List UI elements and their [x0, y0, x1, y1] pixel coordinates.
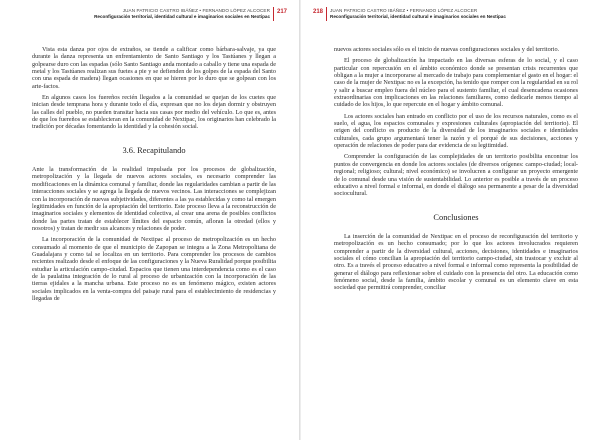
- section-heading-recapitulando: 3.6. Recapitulando: [122, 145, 186, 155]
- right-body-text: [334, 46, 578, 296]
- left-page-number: 217: [276, 9, 287, 15]
- left-header-title: Reconfiguración territorial, identidad cultural e imaginarios sociales en Nextipac: [94, 14, 270, 19]
- left-header-authors: JUAN PATRICIO CASTRO IBÁÑEZ • FERNANDO LÓPEZ ALCOCER: [122, 8, 270, 13]
- right-paragraph-3: Los actores sociales han entrado en conflicto por el uso de los recursos naturales, como es el suelo, el agua, los espacios comunales y expresiones culturales (apropiación del territorio). El origen del conflicto es producto de la diversidad de los imaginarios sociales e identidades culturales, cada grupo argumentará tener la razón y el porqué de sus decisiones, acciones y operación de relaciones de poder para dar evidencia de su legitimidad.: [334, 112, 578, 150]
- right-paragraph-4: Comprender la configuración de las complejidades de un territorio posibilita encontrar los puntos de convergencia en donde los actores sociales (de diversos orígenes: campo-ciudad; local-regional; religioso; cultural; nivel económico) se involucren a configurar un proyecto emergente de lo comunal desde una visión de sustentabilidad. Lo anterior es posible a través de un proceso educativo a nivel formal e informal, en donde el diálogo sea permanente a pesar de la diversidad sociocultural.: [334, 153, 578, 198]
- right-header-authors: JUAN PATRICIO CASTRO IBÁÑEZ • FERNANDO LÓPEZ ALCOCER: [330, 8, 478, 13]
- right-page-number: 218: [313, 9, 324, 15]
- left-header-rule: [273, 7, 274, 21]
- left-body-text: [32, 46, 276, 306]
- left-running-header: [94, 8, 270, 20]
- left-paragraph-3: Ante la transformación de la realidad impulsada por los procesos de globalización, metropolización y la llegada de nuevos actores sociales, es necesario comprender las modificaciones en la dinámica comunal y familiar, donde las regularidades cambian a partir de las interacciones sociales y se agrega la llegada de nuevos vecinos. Las interacciones se complejizan con la incorporación de nuevas subjetividades, diferentes a las ya establecidas y como tal emergen legitimidades en función de la apropiación del territorio. Este proceso lleva a la reconstrucción de imaginarios sociales y elementos de identidad colectiva, al crear una arena de posibles conflictos donde las partes tratan de establecer límites del espacio común, afloran la otredad (ellos y nosotros) y tratan de medir sus alcances y relaciones de poder.: [32, 166, 276, 232]
- right-paragraph-2: El proceso de globalización ha impactado en las diversas esferas de lo social, y el caso particular con repercusión en el ámbito económico donde se presentan crisis recurrentes que obligan a la mujer a incorporarse al mercado de trabajo para complementar el gasto en el hogar: el caso de la mujer de Nextipac no es la excepción, ha tenido que romper con la regularidad en su rol y salir a buscar empleo fuera del núcleo para el sustento familiar, el cual desencadena ocasiones extraordinarias con implicaciones en las relaciones familiares, como dedicarle menos tiempo al cuidado de los hijos, lo que repercute en el hogar y ámbito comunal.: [334, 57, 578, 109]
- right-header-title: Reconfiguración territorial, identidad cultural e imaginarios sociales en Nextipac: [330, 14, 506, 19]
- right-paragraph-1: nuevos actores sociales sólo es el inicio de nuevas configuraciones sociales y del territorio.: [334, 46, 560, 53]
- right-running-header: [330, 8, 506, 20]
- right-header-rule: [326, 7, 327, 21]
- left-paragraph-1: Vista esta danza por ojos de extraños, se tiende a calificar como bárbara-salvaje, ya que durante la danza representa un enfrentamiento de Santo Santiago y los Tastúanes y llegan a golpearse duro con las espadas (sólo Santo Santiago anda montado a caballo y tiene una espada de metal y los Tastúanes realizan sus fuetes a pie y se defienden de los golpes de la espada del Santo con una espada de madera) llegan ocasiones en que se hieren por lo duro que se golpean con los arte-factos.: [32, 46, 276, 90]
- left-paragraph-2: En algunos casos los fuereños recién llegados a la comunidad se quejan de los cuetes que inician desde temprana hora y durante todo el día, expresan que no los dejan dormir y obstruyen las calles del pueblo, no pueden transitar hacia sus casas por medio del vehículo. Lo que es, antes de que los fuereños se establecieran en la comunidad de Nextipac, los originarios han celebrado la tradición por décadas fomentando la identidad y la cohesión social.: [32, 94, 276, 131]
- left-paragraph-4: La incorporación de la comunidad de Nextipac al proceso de metropolización es un hecho consumado al momento de que el municipio de Zapopan se integra a la Zona Metropolitana de Guadalajara y como tal se localiza en un territorio. Para comprender los procesos de cambios recientes realizado desde el enfoque de las configuraciones y la Nueva Ruralidad porque posibilita estudiar la articulación campo-ciudad. Espacios que tienen una interdependencia como es el caso de la paulatina integración de lo rural al proceso de urbanización con la incorporación de las tierras ejidales a la mancha urbana. Este proceso no es un fenómeno mágico, existen actores sociales implicados en la venta-compra del paisaje rural para el establecimiento de residencias y llegadas de: [32, 236, 276, 302]
- section-heading-conclusiones: Conclusiones: [433, 212, 479, 222]
- right-paragraph-5: La inserción de la comunidad de Nextipac en el proceso de reconfiguración del territorio y metropolización es un hecho consumado; por lo que los actores involucrados requieren comprender a partir de la diversidad cultural, acciones, decisiones, identidades e imaginarios sociales el cómo concilian la apropiación del territorio campo-ciudad, sin trastocar y excluir al otro. Es a través el proceso educativo a nivel formal e informal como representa la posibilidad de generar el diálogo para reflexionar sobre el cuidado con la presencia del otro. La educación como fenómeno social, desde la familia, ámbito escolar y comunal es un elemento clave en esta sociedad que permitirá comprender, conciliar: [334, 232, 578, 292]
- right-page: [300, 0, 600, 440]
